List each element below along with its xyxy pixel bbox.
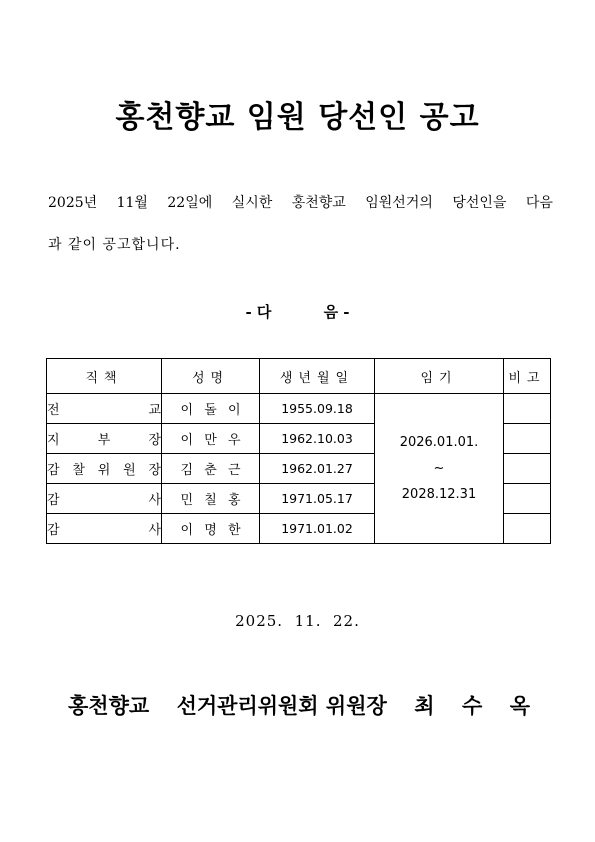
- cell-position: [47, 514, 162, 544]
- cell-note: [504, 424, 551, 454]
- intro-line-1: [48, 192, 553, 212]
- cell-char: 칠: [204, 493, 217, 508]
- cell-name: [162, 484, 260, 514]
- cell-char: 돌: [204, 403, 217, 418]
- cell-char: 사: [148, 523, 161, 538]
- cell-char: 사: [148, 493, 161, 508]
- signature-role: 위원장: [325, 694, 387, 718]
- cell-char: 지: [47, 433, 60, 448]
- officers-table: [46, 358, 551, 544]
- intro-word: 실시한: [231, 195, 273, 211]
- cell-char: 찰: [72, 463, 85, 478]
- cell-position: [47, 394, 162, 424]
- header-position: 직책: [47, 359, 162, 394]
- cell-birthdate: 1955.09.18: [260, 394, 375, 424]
- notice-heading: - 다 음 -: [245, 303, 350, 321]
- term-start: 2026.01.01.: [399, 434, 479, 450]
- cell-char: 장: [148, 463, 161, 478]
- signature-line: [68, 690, 530, 720]
- header-note: 비고: [504, 359, 551, 394]
- table-header-row: [47, 359, 551, 394]
- signature-org: 홍천향교: [68, 694, 150, 718]
- cell-name: [162, 514, 260, 544]
- cell-char: 한: [227, 523, 241, 538]
- cell-birthdate: 1971.01.02: [260, 514, 375, 544]
- cell-char: 감: [47, 493, 60, 508]
- cell-birthdate: 1962.10.03: [260, 424, 375, 454]
- cell-char: 민: [180, 493, 194, 508]
- cell-char: 우: [227, 433, 241, 448]
- cell-char: 춘: [204, 463, 217, 478]
- cell-term: [375, 394, 504, 544]
- cell-char: 감: [47, 463, 60, 478]
- cell-name: [162, 394, 260, 424]
- intro-word: 당선인을: [452, 195, 507, 211]
- signature-committee-role: [177, 690, 387, 720]
- header-term: 임기: [375, 359, 504, 394]
- table-row: [47, 394, 551, 424]
- intro-word: 홍천향교: [291, 195, 346, 211]
- intro-word: 11월: [116, 195, 148, 211]
- cell-char: 근: [227, 463, 241, 478]
- notice-date: 2025. 11. 22.: [235, 612, 360, 630]
- cell-char: 부: [97, 433, 111, 448]
- cell-position: [47, 484, 162, 514]
- cell-char: 이: [180, 403, 194, 418]
- term-end: 2028.12.31: [401, 486, 477, 502]
- cell-char: 장: [148, 433, 161, 448]
- cell-char: 원: [123, 463, 136, 478]
- cell-note: [504, 484, 551, 514]
- intro-line-2: 과 같이 공고합니다.: [48, 237, 181, 253]
- cell-note: [504, 514, 551, 544]
- header-name: 성명: [162, 359, 260, 394]
- cell-birthdate: 1971.05.17: [260, 484, 375, 514]
- cell-char: 전: [47, 403, 60, 418]
- header-birthdate: 생년월일: [260, 359, 375, 394]
- cell-name: [162, 454, 260, 484]
- cell-char: 이: [227, 403, 241, 418]
- intro-word: 다음: [525, 195, 553, 211]
- document-title: 홍천향교 임원 당선인 공고: [115, 100, 480, 135]
- cell-char: 홍: [227, 493, 241, 508]
- cell-char: 교: [148, 403, 161, 418]
- signature-name-char: 옥: [509, 694, 530, 718]
- signature-name-char: 수: [461, 694, 483, 718]
- cell-char: 감: [47, 523, 60, 538]
- signature-committee: 선거관리위원회: [176, 694, 319, 718]
- cell-note: [504, 454, 551, 484]
- intro-word: 22일에: [167, 195, 213, 211]
- cell-char: 김: [180, 463, 194, 478]
- cell-position: [47, 454, 162, 484]
- cell-char: 만: [204, 433, 217, 448]
- cell-char: 이: [180, 433, 194, 448]
- cell-name: [162, 424, 260, 454]
- signature-name-char: 최: [414, 694, 435, 718]
- cell-char: 이: [180, 523, 194, 538]
- cell-birthdate: 1962.01.27: [260, 454, 375, 484]
- intro-word: 임원선거의: [365, 195, 433, 211]
- intro-word: 2025년: [48, 195, 98, 211]
- cell-position: [47, 424, 162, 454]
- cell-char: 위: [97, 463, 111, 478]
- cell-char: 명: [204, 523, 217, 538]
- cell-note: [504, 394, 551, 424]
- term-separator: ~: [433, 460, 445, 476]
